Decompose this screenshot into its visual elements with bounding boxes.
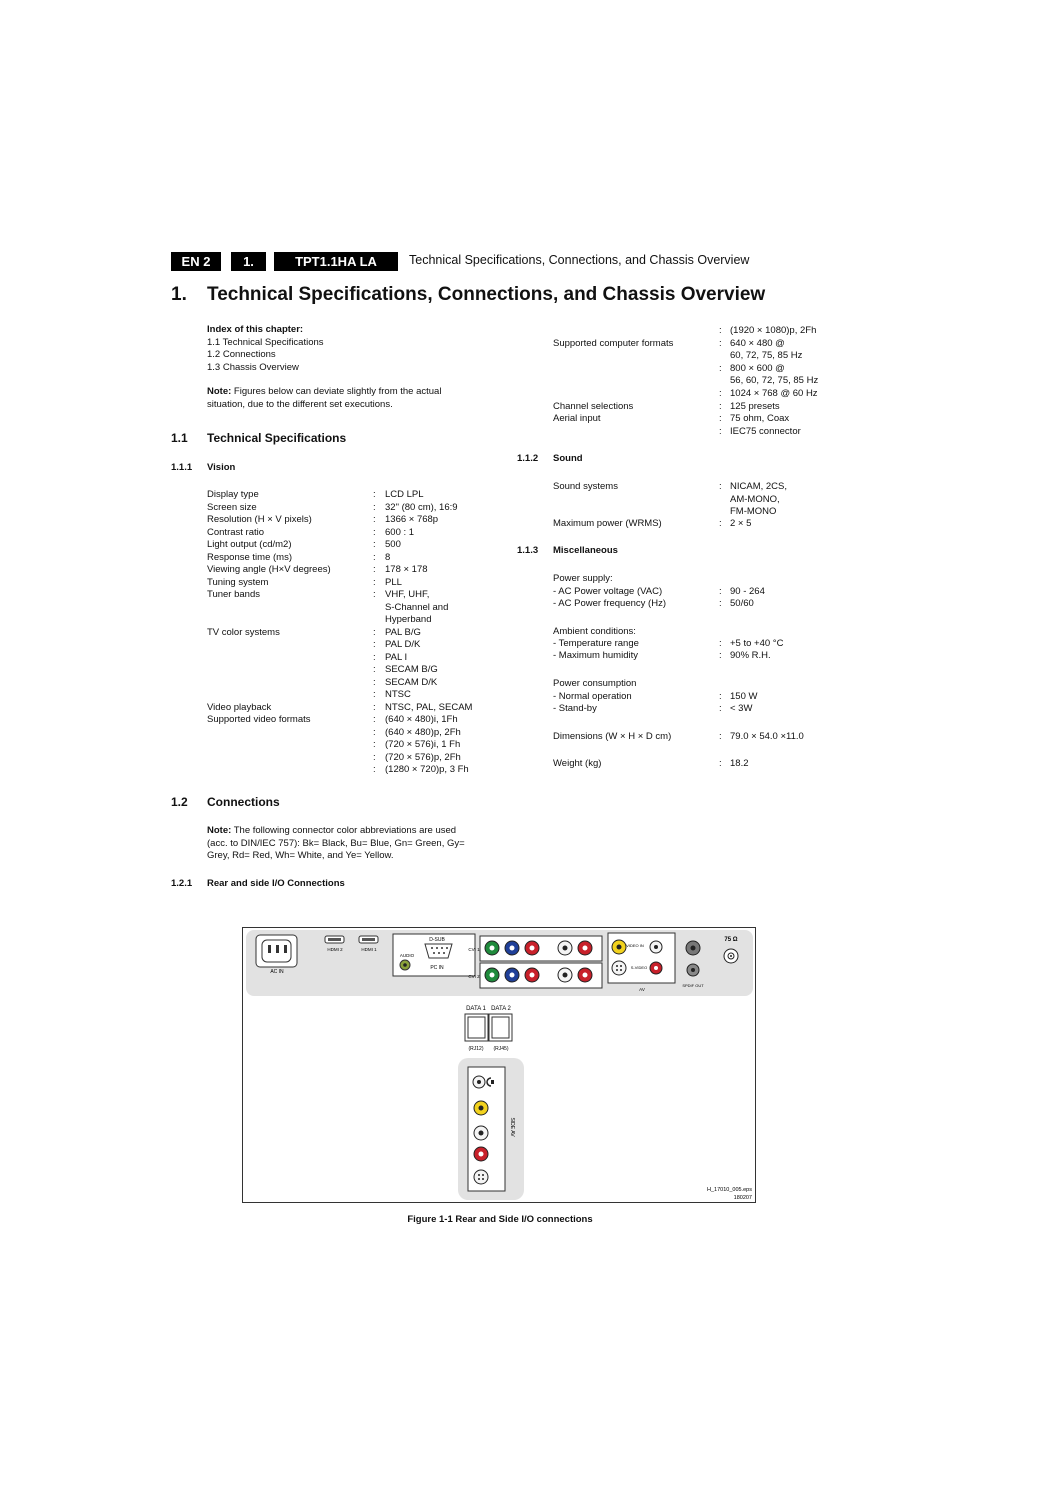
colon: : xyxy=(719,598,722,609)
spec-value: 125 presets xyxy=(730,400,780,412)
spec-value: AM-MONO, xyxy=(730,493,780,505)
av-audio-l-jack xyxy=(650,941,662,953)
spec-value: VHF, UHF, xyxy=(385,589,430,600)
section-1-1-3-title: Miscellaneous xyxy=(553,545,618,556)
spec-value: 500 xyxy=(385,539,401,550)
colon: : xyxy=(373,551,376,563)
side-audio-l-jack xyxy=(474,1126,488,1140)
spec-value: 600 : 1 xyxy=(385,526,415,538)
data2-connector xyxy=(489,1014,512,1041)
spdif-out-jack-2 xyxy=(687,964,699,976)
colon: : xyxy=(373,689,376,700)
colon: : xyxy=(373,739,376,750)
chapter-number: 1. xyxy=(171,284,187,305)
colon: : xyxy=(373,651,376,663)
power-consumption-label: Power consumption xyxy=(553,678,637,689)
ac-voltage-label: - AC Power voltage (VAC) xyxy=(553,586,663,597)
spec-value: 32" (80 cm), 16:9 xyxy=(385,501,458,513)
colon: : xyxy=(373,501,376,513)
spec-value: 56, 60, 72, 75, 85 Hz xyxy=(730,375,819,387)
spec-value: (640 × 480)i, 1Fh xyxy=(385,714,458,725)
spec-value: 1024 × 768 @ 60 Hz xyxy=(730,388,818,399)
spec-value: 1366 × 768p xyxy=(385,514,439,525)
spec-value: 800 × 600 @ xyxy=(730,362,785,374)
spec-value: S-Channel and xyxy=(385,601,449,613)
colon: : xyxy=(373,526,376,538)
section-1-2-number: 1.2 xyxy=(171,795,188,809)
colon: : xyxy=(719,388,722,399)
cvi1-label: CVI 1 xyxy=(468,947,480,952)
connections-note: Note: The following connector color abbreviations are used (acc. to DIN/IEC 757): Bk= Black, Bu= Blue, Gn= Green, Gy= Grey, Rd= Red, Wh= White, and Ye= Yellow. xyxy=(207,825,465,861)
normal-operation-label: - Normal operation xyxy=(553,691,632,702)
spec-label: Light output (cd/m2) xyxy=(207,539,292,550)
colon: : xyxy=(373,626,376,638)
rj12-label: (RJ12) xyxy=(468,1046,484,1052)
spec-value: (720 × 576)i, 1 Fh xyxy=(385,739,461,750)
spdif-out-jack xyxy=(686,941,700,955)
data1-label: DATA 1 xyxy=(466,1006,486,1012)
dimensions-label: Dimensions (W × H × D cm) xyxy=(553,731,672,742)
spec-label: TV color systems xyxy=(207,626,280,638)
rear-side-io-figure xyxy=(242,927,756,1203)
colon: : xyxy=(719,337,722,349)
power-supply-label: Power supply: xyxy=(553,573,613,584)
hdmi1-label: HDMI 1 xyxy=(361,947,377,952)
spec-value: PAL D/K xyxy=(385,639,421,650)
colon: : xyxy=(373,751,376,763)
spec-label: Contrast ratio xyxy=(207,526,265,538)
svideo-jack xyxy=(612,961,626,975)
hdmi-1-connector xyxy=(359,936,378,943)
section-1-2-1-number: 1.2.1 xyxy=(171,878,193,889)
section-1-1-number: 1.1 xyxy=(171,431,188,445)
running-title: Technical Specifications, Connections, and Chassis Overview xyxy=(409,253,750,267)
hdmi-2-connector xyxy=(325,936,344,943)
weight-value: 18.2 xyxy=(730,758,749,769)
data1-connector xyxy=(465,1014,488,1041)
pc-audio-jack xyxy=(400,960,410,970)
spec-label: Viewing angle (H×V degrees) xyxy=(207,564,331,575)
colon: : xyxy=(719,650,722,661)
colon: : xyxy=(719,758,722,769)
spec-value: (1920 × 1080)p, 2Fh xyxy=(730,325,817,336)
side-video-jack xyxy=(474,1101,488,1115)
spec-value: (640 × 480)p, 2Fh xyxy=(385,726,461,738)
colon: : xyxy=(719,425,722,437)
colon: : xyxy=(719,481,722,492)
colon: : xyxy=(373,714,376,725)
temperature-label: - Temperature range xyxy=(553,638,639,649)
ambient-label: Ambient conditions: xyxy=(553,626,636,637)
standby-value: < 3W xyxy=(730,703,753,714)
index-item[interactable]: 1.2 Connections xyxy=(207,349,276,360)
spec-label: Tuning system xyxy=(207,576,269,588)
colon: : xyxy=(373,514,376,525)
av-label: AV xyxy=(639,987,645,992)
spec-value: PAL I xyxy=(385,651,408,663)
standby-label: - Stand-by xyxy=(553,703,597,714)
figure-caption: Figure 1-1 Rear and Side I/O connections xyxy=(407,1214,593,1225)
colon: : xyxy=(719,362,722,374)
spec-label: Supported video formats xyxy=(207,714,311,725)
file-id-label: H_17010_005.eps xyxy=(707,1187,752,1193)
spec-value: LCD LPL xyxy=(385,489,424,500)
ac-frequency-value: 50/60 xyxy=(730,598,754,609)
spec-value: (720 × 576)p, 2Fh xyxy=(385,751,461,763)
spec-value: 60, 72, 75, 85 Hz xyxy=(730,350,803,362)
colon: : xyxy=(719,518,722,529)
index-note: Note: Figures below can deviate slightly from the actual xyxy=(207,386,442,397)
spec-value: SECAM D/K xyxy=(385,676,438,688)
spec-label: Response time (ms) xyxy=(207,551,292,563)
acin-label: AC IN xyxy=(270,969,284,975)
colon: : xyxy=(373,764,376,775)
colon: : xyxy=(373,539,376,550)
colon: : xyxy=(373,676,376,688)
section-1-1-title: Technical Specifications xyxy=(207,431,347,445)
spec-label: Maximum power (WRMS) xyxy=(553,518,662,529)
spec-value: 2 × 5 xyxy=(730,518,752,529)
spec-label: Channel selections xyxy=(553,400,634,412)
spec-value: NTSC, PAL, SECAM xyxy=(385,701,473,713)
antenna-connector xyxy=(724,949,738,963)
colon: : xyxy=(373,589,376,600)
page-tag: EN 2 xyxy=(171,252,221,271)
chapter-index xyxy=(207,324,507,411)
rj45-label: (RJ45) xyxy=(493,1046,509,1052)
spec-label: Aerial input xyxy=(553,413,601,425)
side-audio-r-jack xyxy=(474,1147,488,1161)
colon: : xyxy=(719,703,722,714)
spec-value: 8 xyxy=(385,551,391,563)
index-note-line2: situation, due to the different set executions. xyxy=(207,398,393,410)
spec-label: Video playback xyxy=(207,701,272,713)
section-1-1-2-title: Sound xyxy=(553,453,583,464)
hdmi2-label: HDMI 2 xyxy=(327,947,343,952)
colon: : xyxy=(373,664,376,675)
ac-voltage-value: 90 - 264 xyxy=(730,586,765,597)
colon: : xyxy=(719,400,722,412)
pcin-label: PC IN xyxy=(430,965,444,971)
model-tag: TPT1.1HA LA xyxy=(274,252,398,271)
colon: : xyxy=(719,731,722,742)
spec-value: FM-MONO xyxy=(730,506,777,517)
spec-value: SECAM B/G xyxy=(385,664,438,675)
spec-label: Screen size xyxy=(207,501,257,513)
video-in-jack xyxy=(612,940,626,954)
colon: : xyxy=(373,564,376,575)
svideo-label: S-VIDEO xyxy=(630,965,648,970)
spec-value: PLL xyxy=(385,576,402,588)
spec-label: Sound systems xyxy=(553,481,618,492)
spec-value: IEC75 connector xyxy=(730,425,801,437)
index-item[interactable]: 1.1 Technical Specifications xyxy=(207,336,324,348)
humidity-label: - Maximum humidity xyxy=(553,650,638,661)
spec-label: Tuner bands xyxy=(207,589,260,600)
spec-label: Supported computer formats xyxy=(553,337,674,349)
dsub-label: D-SUB xyxy=(429,937,445,943)
weight-label: Weight (kg) xyxy=(553,758,602,769)
section-1-1-2-number: 1.1.2 xyxy=(517,453,539,464)
chapter-title: Technical Specifications, Connections, and Chassis Overview xyxy=(207,284,766,305)
spec-value: NTSC xyxy=(385,689,411,700)
spec-value: 640 × 480 @ xyxy=(730,337,785,349)
spec-label: Resolution (H × V pixels) xyxy=(207,514,312,525)
section-1-1-3-number: 1.1.3 xyxy=(517,545,539,556)
colon: : xyxy=(373,701,376,713)
spec-value: (1280 × 720)p, 3 Fh xyxy=(385,764,469,775)
colon: : xyxy=(719,691,722,702)
spec-value: 178 × 178 xyxy=(385,564,428,575)
spec-value: PAL B/G xyxy=(385,626,421,638)
index-heading: Index of this chapter: xyxy=(207,324,304,335)
audio-label: AUDIO xyxy=(399,953,415,958)
date-label: 180207 xyxy=(733,1195,752,1201)
spec-value: Hyperband xyxy=(385,614,432,625)
ant-label: 75 Ω xyxy=(724,937,738,943)
spec-value: NICAM, 2CS, xyxy=(730,481,788,492)
spec-value: 75 ohm, Coax xyxy=(730,413,790,425)
colon: : xyxy=(373,576,376,588)
colon: : xyxy=(373,726,376,738)
section-1-1-1-title: Vision xyxy=(207,462,236,473)
colon: : xyxy=(719,413,722,425)
colon: : xyxy=(719,325,722,336)
cvi2-label: CVI 2 xyxy=(468,974,480,979)
dsub-connector xyxy=(425,944,452,958)
video-in-label: VIDEO IN xyxy=(626,943,644,948)
dimensions-value: 79.0 × 54.0 ×11.0 xyxy=(730,731,804,742)
colon: : xyxy=(719,586,722,597)
av-audio-r-jack xyxy=(650,962,662,974)
side-svideo-jack xyxy=(474,1170,488,1184)
humidity-value: 90% R.H. xyxy=(730,650,771,661)
colon: : xyxy=(719,638,722,649)
temperature-value: +5 to +40 °C xyxy=(730,638,784,649)
spdif-label: SPDIF OUT xyxy=(682,983,704,988)
data2-label: DATA 2 xyxy=(491,1006,511,1012)
colon: : xyxy=(373,639,376,650)
colon: : xyxy=(373,489,376,500)
section-1-1-1-number: 1.1.1 xyxy=(171,462,193,473)
headphone-jack xyxy=(473,1076,485,1088)
ac-frequency-label: - AC Power frequency (Hz) xyxy=(553,598,666,609)
normal-operation-value: 150 W xyxy=(730,691,758,702)
section-1-2-1-title: Rear and side I/O Connections xyxy=(207,878,345,889)
chapter-tag: 1. xyxy=(231,252,266,271)
side-av-label: SIDE AV xyxy=(509,1117,515,1137)
spec-label: Display type xyxy=(207,489,259,500)
section-1-2-title: Connections xyxy=(207,795,280,809)
index-item[interactable]: 1.3 Chassis Overview xyxy=(207,361,299,373)
ac-in-connector xyxy=(256,935,297,967)
